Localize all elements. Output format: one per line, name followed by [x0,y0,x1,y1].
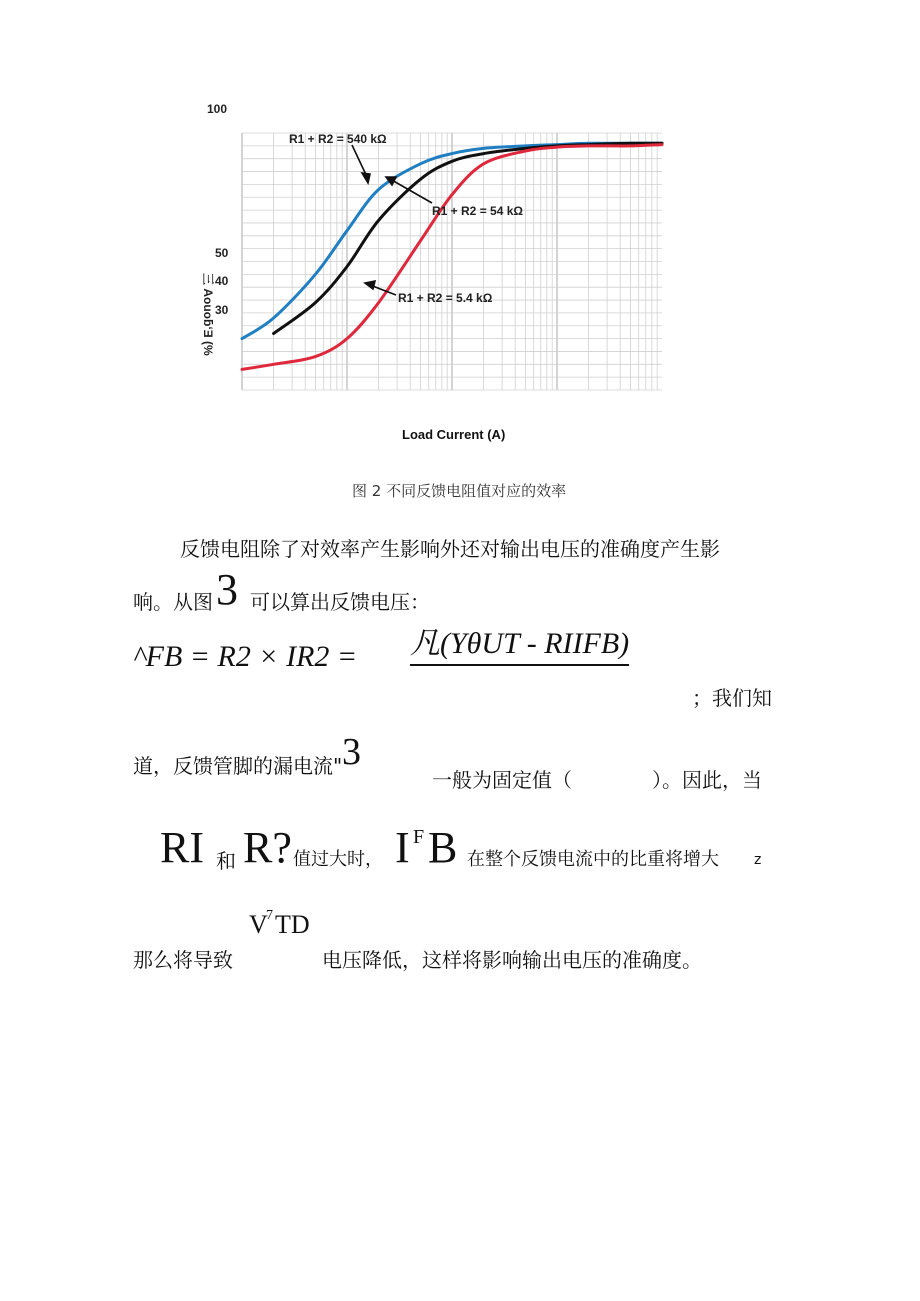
symbol-F-superscript: F [413,826,425,848]
symbol-3: 3 [342,731,361,773]
paragraph-line-4b: 在整个反馈电流中的比重将增大 [467,849,719,870]
y-tick-label: 50 [215,246,229,260]
figure-number-3: 3 [216,565,238,614]
efficiency-chart [200,95,680,405]
paragraph-line-2b: 可以算出反馈电压： [250,590,430,614]
annotation-5_4k: R1 + R2 = 5.4 kΩ [398,291,493,305]
y-tick-label: 40 [215,274,229,288]
paragraph-tail-1: ；我们知 [692,686,772,710]
symbol-I: I [395,823,410,872]
formula-fraction: 凡(YθUT - RIIFB) [410,618,629,666]
symbol-7-superscript: 7 [266,908,273,923]
paragraph-line-2a: 响。从图 [133,590,213,614]
figure-caption: 图 2 不同反馈电阻值对应的效率 [352,482,567,500]
symbol-B: B [428,823,458,872]
symbol-RI: RI [160,823,204,872]
text-z: z [754,852,762,868]
paragraph-line-5a: 那么将导致 [133,948,233,972]
paragraph-line-3b: 一般为固定值（ ）。因此，当 [432,768,762,792]
symbol-V: V [249,910,268,939]
symbol-R2: R? [243,823,292,872]
text-he: 和 [216,849,236,873]
formula-left: ^FB = R2 × IR2 = [133,640,358,673]
paragraph-line-1: 反馈电阻除了对效率产生影响外还对输出电压的准确度产生影 [180,537,720,561]
paragraph-line-5b: 电压降低，这样将影响输出电压的准确度。 [322,948,702,972]
annotation-54k: R1 + R2 = 54 kΩ [432,204,524,218]
y-tick-label: 100 [207,102,228,116]
y-axis-label: 三 Aouoƃ‘Ǝ (% [201,273,215,356]
symbol-TD: TD [275,910,310,939]
y-tick-label: 30 [215,303,229,317]
paragraph-line-3a: 道，反馈管脚的漏电流" [133,754,343,778]
x-axis-label: Load Current (A) [402,427,506,442]
annotation-540k: R1 + R2 = 540 kΩ [289,132,387,146]
chart-grid [242,133,662,390]
paragraph-line-4a: 值过大时， [293,849,383,870]
